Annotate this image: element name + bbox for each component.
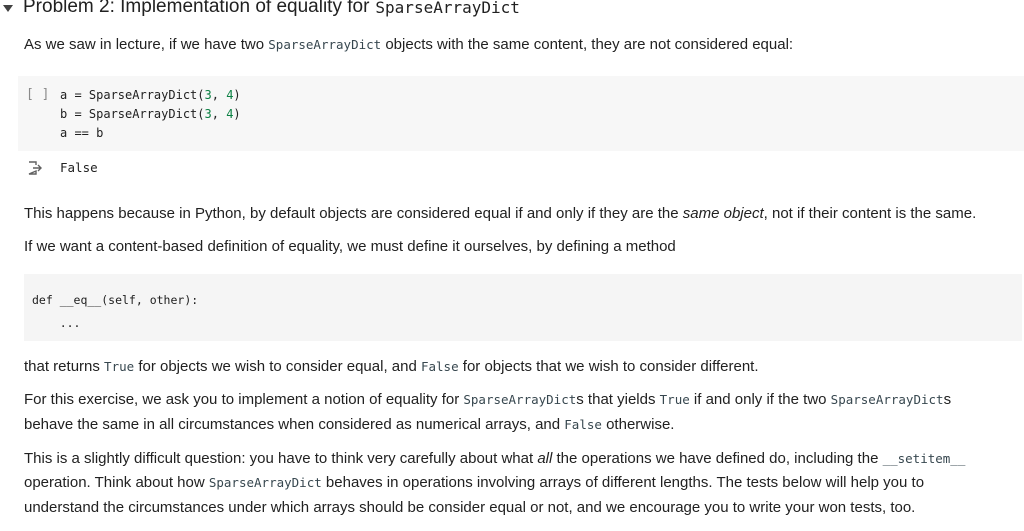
paragraph-5-line-1: This is a slightly difficult question: you have to think very carefully about what all the operations we have defined do, including the __setitem__ <box>24 450 966 467</box>
code-line-3: a == b <box>60 126 104 140</box>
code-cell[interactable] <box>18 76 1024 151</box>
paragraph-5-line-3: understand the circumstances under which arrays should be consider equal or not, and we encourage you to write your won tests, too. <box>24 499 916 516</box>
paragraph-5-line-2: operation. Think about how SparseArrayDict behaves in operations involving arrays of different lengths. The tests below will help you to <box>24 474 925 491</box>
paragraph-4-line-1: For this exercise, we ask you to implement a notion of equality for SparseArrayDicts that yields True if and only if the two SparseArrayDicts <box>24 391 952 408</box>
paragraph-2: If we want a content-based definition of equality, we must define it ourselves, by defining a method <box>24 238 676 255</box>
intro-code: SparseArrayDict <box>268 37 382 52</box>
intro-text-2: objects with the same content, they are not considered equal: <box>381 36 794 53</box>
code-block-line-2: ... <box>32 316 81 330</box>
section-heading <box>0 0 520 20</box>
cell-output: False <box>60 160 98 175</box>
heading-text: Problem 2: Implementation of equality for <box>23 0 370 17</box>
eq-code-block <box>24 274 1022 341</box>
code-block-line-1: def __eq__(self, other): <box>32 293 199 307</box>
collapse-caret-icon[interactable] <box>3 5 13 12</box>
paragraph-4-line-2: behave the same in all circumstances when considered as numerical arrays, and False otherwise. <box>24 416 675 433</box>
output-arrow-icon[interactable] <box>28 161 44 175</box>
cell-code[interactable] <box>60 86 241 143</box>
code-line-1: a = SparseArrayDict(3, 4) <box>60 88 241 102</box>
paragraph-3: that returns True for objects we wish to consider equal, and False for objects that we wish to consider different. <box>24 358 759 375</box>
run-cell-button[interactable]: [ ] <box>26 87 50 102</box>
paragraph-1: This happens because in Python, by default objects are considered equal if and only if they are the same object, not if their content is the same. <box>24 205 977 222</box>
intro-text-1: As we saw in lecture, if we have two <box>24 36 269 53</box>
heading-code: SparseArrayDict <box>375 0 520 17</box>
code-line-2: b = SparseArrayDict(3, 4) <box>60 107 241 121</box>
intro-paragraph <box>24 33 793 57</box>
